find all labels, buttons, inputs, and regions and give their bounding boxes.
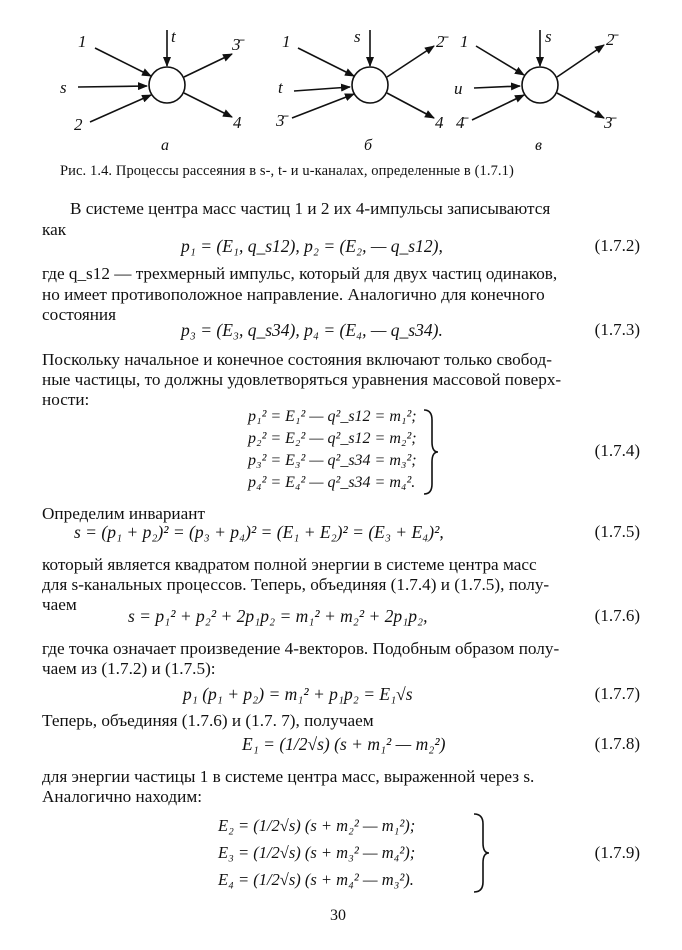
paragraph-8-line-1: для энергии частицы 1 в системе центра масс, выраженной через s. [42, 767, 535, 786]
system-1-7-4-line-4: p₄² = E₄² — q²_s34 = m₄². [248, 474, 416, 491]
system-1-7-4-line-2: p₂² = E₂² — q²_s12 = m₂²; [248, 430, 417, 447]
diagram-b [292, 30, 434, 118]
label-3bar-c: 3̄ [604, 113, 613, 132]
equation-1-7-6: s = p₁² + p₂² + 2p₁p₂ = m₁² + m₂² + 2p₁p₂, [128, 606, 428, 626]
vertex-circle-b [352, 67, 388, 103]
system-1-7-4-line-3: p₃² = E₃² — q²_s34 = m₃²; [248, 452, 417, 469]
system-1-7-9-line-3: E₄ = (1/2√s) (s + m₄² — m₃²). [218, 870, 414, 889]
paragraph-6-line-2: чаем из (1.7.2) и (1.7.5): [42, 659, 216, 678]
paragraph-3-line-2: ные частицы, то должны удовлетворяться уравнения массовой поверх- [42, 370, 562, 389]
diagram-a [78, 30, 232, 122]
right-brace-1-7-4 [420, 408, 440, 496]
scattering-diagrams [0, 0, 682, 160]
equation-1-7-7: p₁ (p₁ + p₂) = m₁² + p₁p₂ = E₁√s [183, 684, 413, 704]
leg-3-a [184, 54, 232, 77]
eqnum-1-7-8: (1.7.8) [594, 734, 640, 753]
paragraph-1-line-1: В системе центра масс частиц 1 и 2 их 4-импульсы записываются [70, 199, 551, 218]
equation-1-7-8: E₁ = (1/2√s) (s + m₁² — m₂²) [242, 734, 446, 754]
label-t-b: t [278, 78, 283, 97]
paragraph-2-line-2: но имеет противоположное направление. Аналогично для конечного [42, 285, 545, 304]
leg-1-a [95, 48, 151, 76]
panel-label-c: в [535, 137, 542, 154]
equation-1-7-2: p₁ = (E₁, q_s12), p₂ = (E₂, — q_s12), [181, 236, 443, 256]
paragraph-5-line-1: который является квадратом полной энергии в системе центра масс [42, 555, 537, 574]
leg-2bar-b [387, 46, 434, 77]
equation-1-7-3: p₃ = (E₃, q_s34), p₄ = (E₄, — q_s34). [181, 320, 443, 340]
system-1-7-9-line-2: E₃ = (1/2√s) (s + m₃² — m₄²); [218, 843, 416, 862]
panel-label-b: б [364, 137, 373, 154]
leg-1-c [476, 46, 524, 75]
leg-3bar-b [292, 94, 354, 118]
eqnum-1-7-6: (1.7.6) [594, 606, 640, 625]
paragraph-2-line-1: где q_s12 — трехмерный импульс, который для двух частиц одинаков, [42, 264, 558, 283]
paragraph-3-line-3: ности: [42, 390, 90, 409]
vertex-circle-c [522, 67, 558, 103]
label-1-b: 1 [282, 32, 291, 51]
label-s-b: s [354, 27, 361, 46]
leg-1-b [298, 48, 354, 76]
label-4-a: 4 [233, 113, 242, 132]
right-brace-1-7-9 [470, 812, 492, 894]
eqnum-1-7-5: (1.7.5) [594, 522, 640, 541]
label-1-c: 1 [460, 32, 469, 51]
label-2-a: 2 [74, 115, 83, 134]
leg-u-c [474, 86, 520, 88]
paragraph-4: Определим инвариант [42, 504, 205, 523]
system-1-7-9 [218, 812, 415, 893]
paragraph-5-line-2: для s-канальных процессов. Теперь, объединяя (1.7.4) и (1.7.5), полу- [42, 575, 550, 594]
eqnum-1-7-2: (1.7.2) [594, 236, 640, 255]
leg-4bar-c [472, 95, 524, 120]
leg-s-a [78, 86, 147, 87]
figure-caption: Рис. 1.4. Процессы рассеяния в s-, t- и u-каналах, определенные в (1.7.1) [60, 163, 514, 179]
paragraph-3-line-1: Поскольку начальное и конечное состояния включают только свобод- [42, 350, 552, 369]
system-1-7-4-line-1: p₁² = E₁² — q²_s12 = m₁²; [248, 408, 417, 425]
paragraph-8-line-2: Аналогично находим: [42, 787, 202, 806]
label-s-a: s [60, 78, 67, 97]
paragraph-2-line-3: состояния [42, 305, 117, 324]
label-3bar-b: 3̄ [276, 111, 285, 130]
system-1-7-9-line-1: E₂ = (1/2√s) (s + m₂² — m₁²); [218, 816, 416, 835]
eqnum-1-7-4: (1.7.4) [594, 441, 640, 460]
leg-3bar-c [557, 93, 604, 118]
label-t-a: t [171, 27, 176, 46]
eqnum-1-7-3: (1.7.3) [594, 320, 640, 339]
eqnum-1-7-9: (1.7.9) [594, 843, 640, 862]
leg-2-a [90, 95, 151, 122]
paragraph-6-line-1: где точка означает произведение 4-векторов. Подобным образом полу- [42, 639, 560, 658]
panel-label-a: а [161, 137, 169, 154]
leg-t-b [294, 87, 350, 91]
label-4-b: 4 [435, 113, 444, 132]
paragraph-1-line-2: как [42, 220, 67, 239]
diagram-c [472, 30, 604, 120]
leg-4-b [387, 93, 434, 118]
label-2bar-b: 2̄ [436, 32, 445, 51]
label-1-a: 1 [78, 32, 87, 51]
leg-2bar-c [557, 45, 604, 77]
equation-1-7-5: s = (p₁ + p₂)² = (p₃ + p₄)² = (E₁ + E₂)² = (E₃ + E₄)², [74, 522, 444, 542]
system-1-7-4 [248, 406, 417, 494]
eqnum-1-7-7: (1.7.7) [594, 684, 640, 703]
paragraph-7: Теперь, объединяя (1.7.6) и (1.7. 7), получаем [42, 711, 374, 730]
page-number: 30 [330, 907, 346, 924]
label-3-a: 3̄ [232, 35, 241, 54]
label-s-c: s [545, 27, 552, 46]
label-2bar-c: 2̄ [606, 30, 615, 49]
vertex-circle-a [149, 67, 185, 103]
label-u-c: u [454, 79, 463, 98]
paragraph-5-line-3: чаем [42, 595, 77, 614]
label-4bar-c: 4̄ [456, 113, 465, 132]
leg-4-a [184, 93, 232, 117]
